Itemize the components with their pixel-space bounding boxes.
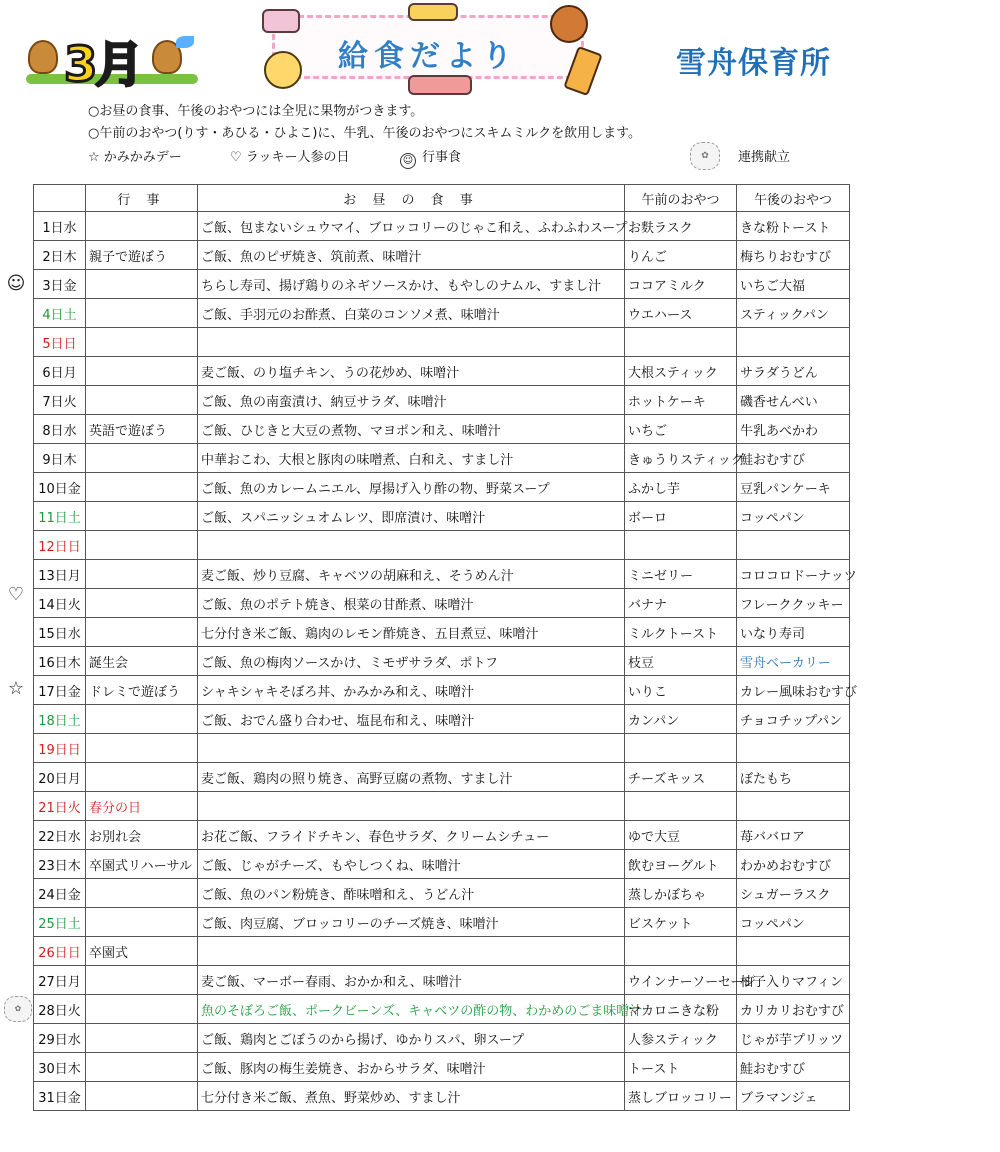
pm-snack-cell: ブラマンジェ xyxy=(737,1082,850,1111)
am-snack-cell: バナナ xyxy=(625,589,737,618)
event-cell xyxy=(86,618,198,647)
note-line: ○午前のおやつ(りす・あひる・ひよこ)に、牛乳、午後のおやつにスキムミルクを飲用します。 xyxy=(88,126,642,141)
am-snack-cell: トースト xyxy=(625,1053,737,1082)
event-cell: 春分の日 xyxy=(86,792,198,821)
am-snack-cell xyxy=(625,328,737,357)
table-row xyxy=(34,560,850,589)
am-snack-cell: ふかし芋 xyxy=(625,473,737,502)
table-row xyxy=(34,386,850,415)
day-cell: 9日木 xyxy=(34,444,86,473)
table-row xyxy=(34,212,850,241)
pm-snack-cell xyxy=(737,792,850,821)
am-snack-cell: 人参スティック xyxy=(625,1024,737,1053)
am-snack-cell: いりこ xyxy=(625,676,737,705)
am-snack-cell xyxy=(625,531,737,560)
event-cell: 卒園式 xyxy=(86,937,198,966)
table-row xyxy=(34,270,850,299)
lunch-cell: 七分付き米ご飯、煮魚、野菜炒め、すまし汁 xyxy=(198,1082,625,1111)
pm-snack-cell: わかめおむすび xyxy=(737,850,850,879)
event-cell xyxy=(86,908,198,937)
am-snack-cell: 大根スティック xyxy=(625,357,737,386)
am-snack-cell: マカロニきな粉 xyxy=(625,995,737,1024)
table-row xyxy=(34,473,850,502)
day-cell: 13日月 xyxy=(34,560,86,589)
lunch-cell: 中華おこわ、大根と豚肉の味噌煮、白和え、すまし汁 xyxy=(198,444,625,473)
pm-snack-cell: コッペパン xyxy=(737,908,850,937)
event-cell xyxy=(86,560,198,589)
pm-snack-cell: いちご大福 xyxy=(737,270,850,299)
pm-snack-cell: ぼたもち xyxy=(737,763,850,792)
am-snack-cell: きゅうりスティック xyxy=(625,444,737,473)
table-row xyxy=(34,879,850,908)
lunch-cell: ご飯、魚のパン粉焼き、酢味噌和え、うどん汁 xyxy=(198,879,625,908)
pm-snack-cell: 苺ババロア xyxy=(737,821,850,850)
pm-snack-cell xyxy=(737,531,850,560)
day-cell: 7日火 xyxy=(34,386,86,415)
pm-snack-cell: じゃが芋プリッツ xyxy=(737,1024,850,1053)
table-row xyxy=(34,299,850,328)
pm-snack-cell: 梅ちりおむすび xyxy=(737,241,850,270)
am-snack-cell xyxy=(625,937,737,966)
am-snack-cell: ウインナーソーセージ xyxy=(625,966,737,995)
event-cell xyxy=(86,212,198,241)
day-cell: 19日日 xyxy=(34,734,86,763)
event-cell xyxy=(86,328,198,357)
am-snack-cell: りんご xyxy=(625,241,737,270)
header-am-snack: 午前のおやつ xyxy=(625,185,737,212)
table-row xyxy=(34,1082,850,1111)
event-cell: お別れ会 xyxy=(86,821,198,850)
day-cell: 29日水 xyxy=(34,1024,86,1053)
lunch-cell: 麦ご飯、のり塩チキン、うの花炒め、味噌汁 xyxy=(198,357,625,386)
star-icon: ☆ xyxy=(7,678,25,699)
lunch-cell: ご飯、じゃがチーズ、もやしつくね、味噌汁 xyxy=(198,850,625,879)
pm-snack-cell: 鮭おむすび xyxy=(737,1053,850,1082)
table-row xyxy=(34,444,850,473)
pm-snack-cell: カレー風味おむすび xyxy=(737,676,850,705)
event-cell xyxy=(86,357,198,386)
day-cell: 30日木 xyxy=(34,1053,86,1082)
pm-snack-cell: サラダうどん xyxy=(737,357,850,386)
pm-snack-cell: カリカリおむすび xyxy=(737,995,850,1024)
lunch-cell: ご飯、肉豆腐、ブロッコリーのチーズ焼き、味噌汁 xyxy=(198,908,625,937)
lunch-cell: お花ご飯、フライドチキン、春色サラダ、クリームシチュー xyxy=(198,821,625,850)
am-snack-cell: 蒸しかぼちゃ xyxy=(625,879,737,908)
pm-snack-cell: コッペパン xyxy=(737,502,850,531)
table-row xyxy=(34,241,850,270)
legend-kamikami: ☆ かみかみデー xyxy=(88,150,182,165)
day-cell: 8日水 xyxy=(34,415,86,444)
smiley-icon: ☺ xyxy=(6,273,26,294)
lunch-cell: 麦ご飯、マーボー春雨、おかか和え、味噌汁 xyxy=(198,966,625,995)
table-row xyxy=(34,357,850,386)
jars-icon xyxy=(408,3,458,21)
am-snack-cell: カンパン xyxy=(625,705,737,734)
day-cell: 2日木 xyxy=(34,241,86,270)
page-title: 給食だより xyxy=(338,39,518,74)
pm-snack-cell: スティックパン xyxy=(737,299,850,328)
day-cell: 21日火 xyxy=(34,792,86,821)
pan-icon xyxy=(408,75,472,95)
menu-table xyxy=(33,184,858,1111)
event-cell xyxy=(86,1053,198,1082)
am-snack-cell xyxy=(625,734,737,763)
table-row xyxy=(34,415,850,444)
event-cell: 誕生会 xyxy=(86,647,198,676)
pm-snack-cell xyxy=(737,328,850,357)
day-cell: 20日月 xyxy=(34,763,86,792)
smiley-icon: ☺ xyxy=(400,153,416,169)
event-cell xyxy=(86,531,198,560)
lunch-cell: ご飯、鶏肉とごぼうのから揚げ、ゆかりスパ、卵スープ xyxy=(198,1024,625,1053)
notes xyxy=(88,101,641,145)
table-row xyxy=(34,676,850,705)
lunch-cell: ご飯、魚のピザ焼き、筑前煮、味噌汁 xyxy=(198,241,625,270)
header-lunch: お 昼 の 食 事 xyxy=(198,185,625,212)
legend-event-meal-label: 行事食 xyxy=(422,150,462,165)
table-row xyxy=(34,995,850,1024)
pm-snack-cell xyxy=(737,937,850,966)
pm-snack-cell: 磯香せんべい xyxy=(737,386,850,415)
lunch-cell: 魚のそぼろご飯、ポークビーンズ、キャベツの酢の物、わかめのごま味噌汁 xyxy=(198,995,625,1024)
pm-snack-cell: 牛乳あべかわ xyxy=(737,415,850,444)
lunch-cell: ご飯、おでん盛り合わせ、塩昆布和え、味噌汁 xyxy=(198,705,625,734)
am-snack-cell: 蒸しブロッコリー xyxy=(625,1082,737,1111)
am-snack-cell: ウエハース xyxy=(625,299,737,328)
table-row xyxy=(34,966,850,995)
day-cell: 31日金 xyxy=(34,1082,86,1111)
collab-mascot-icon: ✿ xyxy=(4,996,32,1022)
am-snack-cell: いちご xyxy=(625,415,737,444)
leaf-icon xyxy=(176,36,194,48)
event-cell xyxy=(86,705,198,734)
day-cell: 27日月 xyxy=(34,966,86,995)
event-cell: 卒園式リハーサル xyxy=(86,850,198,879)
pm-snack-cell: 柚子入りマフィン xyxy=(737,966,850,995)
pm-snack-cell: チョコチップパン xyxy=(737,705,850,734)
table-row xyxy=(34,937,850,966)
lunch-cell: 麦ご飯、炒り豆腐、キャベツの胡麻和え、そうめん汁 xyxy=(198,560,625,589)
lunch-cell: ご飯、スパニッシュオムレツ、即席漬け、味噌汁 xyxy=(198,502,625,531)
lunch-cell: ご飯、魚のカレームニエル、厚揚げ入り酢の物、野菜スープ xyxy=(198,473,625,502)
am-snack-cell: 飲むヨーグルト xyxy=(625,850,737,879)
lunch-cell xyxy=(198,734,625,763)
event-cell: ドレミで遊ぼう xyxy=(86,676,198,705)
pm-snack-cell: フレーククッキー xyxy=(737,589,850,618)
event-cell xyxy=(86,1082,198,1111)
header-event: 行 事 xyxy=(86,185,198,212)
day-cell: 4日土 xyxy=(34,299,86,328)
lunch-cell xyxy=(198,792,625,821)
legend-collab: 連携献立 xyxy=(738,150,791,165)
table-row xyxy=(34,502,850,531)
legend-event-meal xyxy=(400,147,461,169)
lunch-cell: シャキシャキそぼろ丼、かみかみ和え、味噌汁 xyxy=(198,676,625,705)
day-cell: 11日土 xyxy=(34,502,86,531)
day-cell: 10日金 xyxy=(34,473,86,502)
event-cell xyxy=(86,734,198,763)
event-cell xyxy=(86,879,198,908)
table-row xyxy=(34,328,850,357)
legend-lucky: ♡ ラッキー人参の日 xyxy=(230,150,350,165)
note-line: ○お昼の食事、午後のおやつには全児に果物がつきます。 xyxy=(88,104,424,119)
event-cell xyxy=(86,763,198,792)
day-cell: 18日土 xyxy=(34,705,86,734)
am-snack-cell xyxy=(625,792,737,821)
lunch-cell: ご飯、豚肉の梅生姜焼き、おからサラダ、味噌汁 xyxy=(198,1053,625,1082)
table-row xyxy=(34,821,850,850)
pot-icon xyxy=(262,9,300,33)
day-cell: 6日月 xyxy=(34,357,86,386)
am-snack-cell: ゆで大豆 xyxy=(625,821,737,850)
day-cell: 23日木 xyxy=(34,850,86,879)
table-row xyxy=(34,734,850,763)
day-cell: 3日金 xyxy=(34,270,86,299)
lunch-cell: ご飯、魚の南蛮漬け、納豆サラダ、味噌汁 xyxy=(198,386,625,415)
pm-snack-cell: 鮭おむすび xyxy=(737,444,850,473)
sprout-character-icon xyxy=(28,40,58,74)
table-row xyxy=(34,763,850,792)
pm-snack-cell xyxy=(737,734,850,763)
table-row xyxy=(34,908,850,937)
pm-snack-cell: コロコロドーナッツ xyxy=(737,560,850,589)
pm-snack-cell: いなり寿司 xyxy=(737,618,850,647)
day-cell: 16日木 xyxy=(34,647,86,676)
event-cell xyxy=(86,995,198,1024)
pm-snack-cell: 豆乳パンケーキ xyxy=(737,473,850,502)
am-snack-cell: 枝豆 xyxy=(625,647,737,676)
day-cell: 1日水 xyxy=(34,212,86,241)
lunch-cell: 麦ご飯、鶏肉の照り焼き、高野豆腐の煮物、すまし汁 xyxy=(198,763,625,792)
event-cell xyxy=(86,1024,198,1053)
month-label: 3月 xyxy=(64,37,142,93)
heart-icon: ♡ xyxy=(7,584,25,605)
event-cell xyxy=(86,502,198,531)
month-badge xyxy=(26,30,198,93)
nursery-name: 雪舟保育所 xyxy=(676,46,831,81)
title-banner xyxy=(258,3,598,93)
pm-snack-cell: きな粉トースト xyxy=(737,212,850,241)
table-row xyxy=(34,618,850,647)
am-snack-cell: ホットケーキ xyxy=(625,386,737,415)
pm-snack-cell: 雪舟ベーカリー xyxy=(737,647,850,676)
event-cell xyxy=(86,444,198,473)
event-cell xyxy=(86,473,198,502)
header-pm-snack: 午後のおやつ xyxy=(737,185,850,212)
pm-snack-cell: シュガーラスク xyxy=(737,879,850,908)
lunch-cell: ご飯、魚のポテト焼き、根菜の甘酢煮、味噌汁 xyxy=(198,589,625,618)
day-cell: 22日水 xyxy=(34,821,86,850)
table-row xyxy=(34,792,850,821)
table-row xyxy=(34,705,850,734)
am-snack-cell: ボーロ xyxy=(625,502,737,531)
event-cell xyxy=(86,299,198,328)
lunch-cell xyxy=(198,937,625,966)
day-cell: 5日日 xyxy=(34,328,86,357)
event-cell xyxy=(86,270,198,299)
lunch-cell: ご飯、手羽元のお酢煮、白菜のコンソメ煮、味噌汁 xyxy=(198,299,625,328)
table-row xyxy=(34,647,850,676)
event-cell xyxy=(86,589,198,618)
lunch-cell: ご飯、魚の梅肉ソースかけ、ミモザサラダ、ポトフ xyxy=(198,647,625,676)
day-cell: 12日日 xyxy=(34,531,86,560)
table-row xyxy=(34,531,850,560)
collab-mascot-icon: ✿ xyxy=(690,142,720,170)
day-cell: 26日日 xyxy=(34,937,86,966)
day-cell: 17日金 xyxy=(34,676,86,705)
day-cell: 25日土 xyxy=(34,908,86,937)
lunch-cell: ご飯、ひじきと大豆の煮物、マヨポン和え、味噌汁 xyxy=(198,415,625,444)
am-snack-cell: ココアミルク xyxy=(625,270,737,299)
day-cell: 24日金 xyxy=(34,879,86,908)
table-row xyxy=(34,850,850,879)
table-row xyxy=(34,1024,850,1053)
am-snack-cell: チーズキッス xyxy=(625,763,737,792)
am-snack-cell: ビスケット xyxy=(625,908,737,937)
event-cell xyxy=(86,966,198,995)
event-cell: 親子で遊ぼう xyxy=(86,241,198,270)
am-snack-cell: ミニゼリー xyxy=(625,560,737,589)
day-cell: 15日水 xyxy=(34,618,86,647)
lunch-cell xyxy=(198,531,625,560)
lunch-cell xyxy=(198,328,625,357)
lunch-cell: ちらし寿司、揚げ鶏りのネギソースかけ、もやしのナムル、すまし汁 xyxy=(198,270,625,299)
day-cell: 14日火 xyxy=(34,589,86,618)
event-cell: 英語で遊ぼう xyxy=(86,415,198,444)
am-snack-cell: ミルクトースト xyxy=(625,618,737,647)
am-snack-cell: お麩ラスク xyxy=(625,212,737,241)
lunch-cell: ご飯、包まないシュウマイ、ブロッコリーのじゃこ和え、ふわふわスープ xyxy=(198,212,625,241)
lunch-cell: 七分付き米ご飯、鶏肉のレモン酢焼き、五目煮豆、味噌汁 xyxy=(198,618,625,647)
table-row xyxy=(34,589,850,618)
table-row xyxy=(34,1053,850,1082)
event-cell xyxy=(86,386,198,415)
table-header-row xyxy=(34,185,850,212)
header-day xyxy=(34,185,86,212)
day-cell: 28日火 xyxy=(34,995,86,1024)
